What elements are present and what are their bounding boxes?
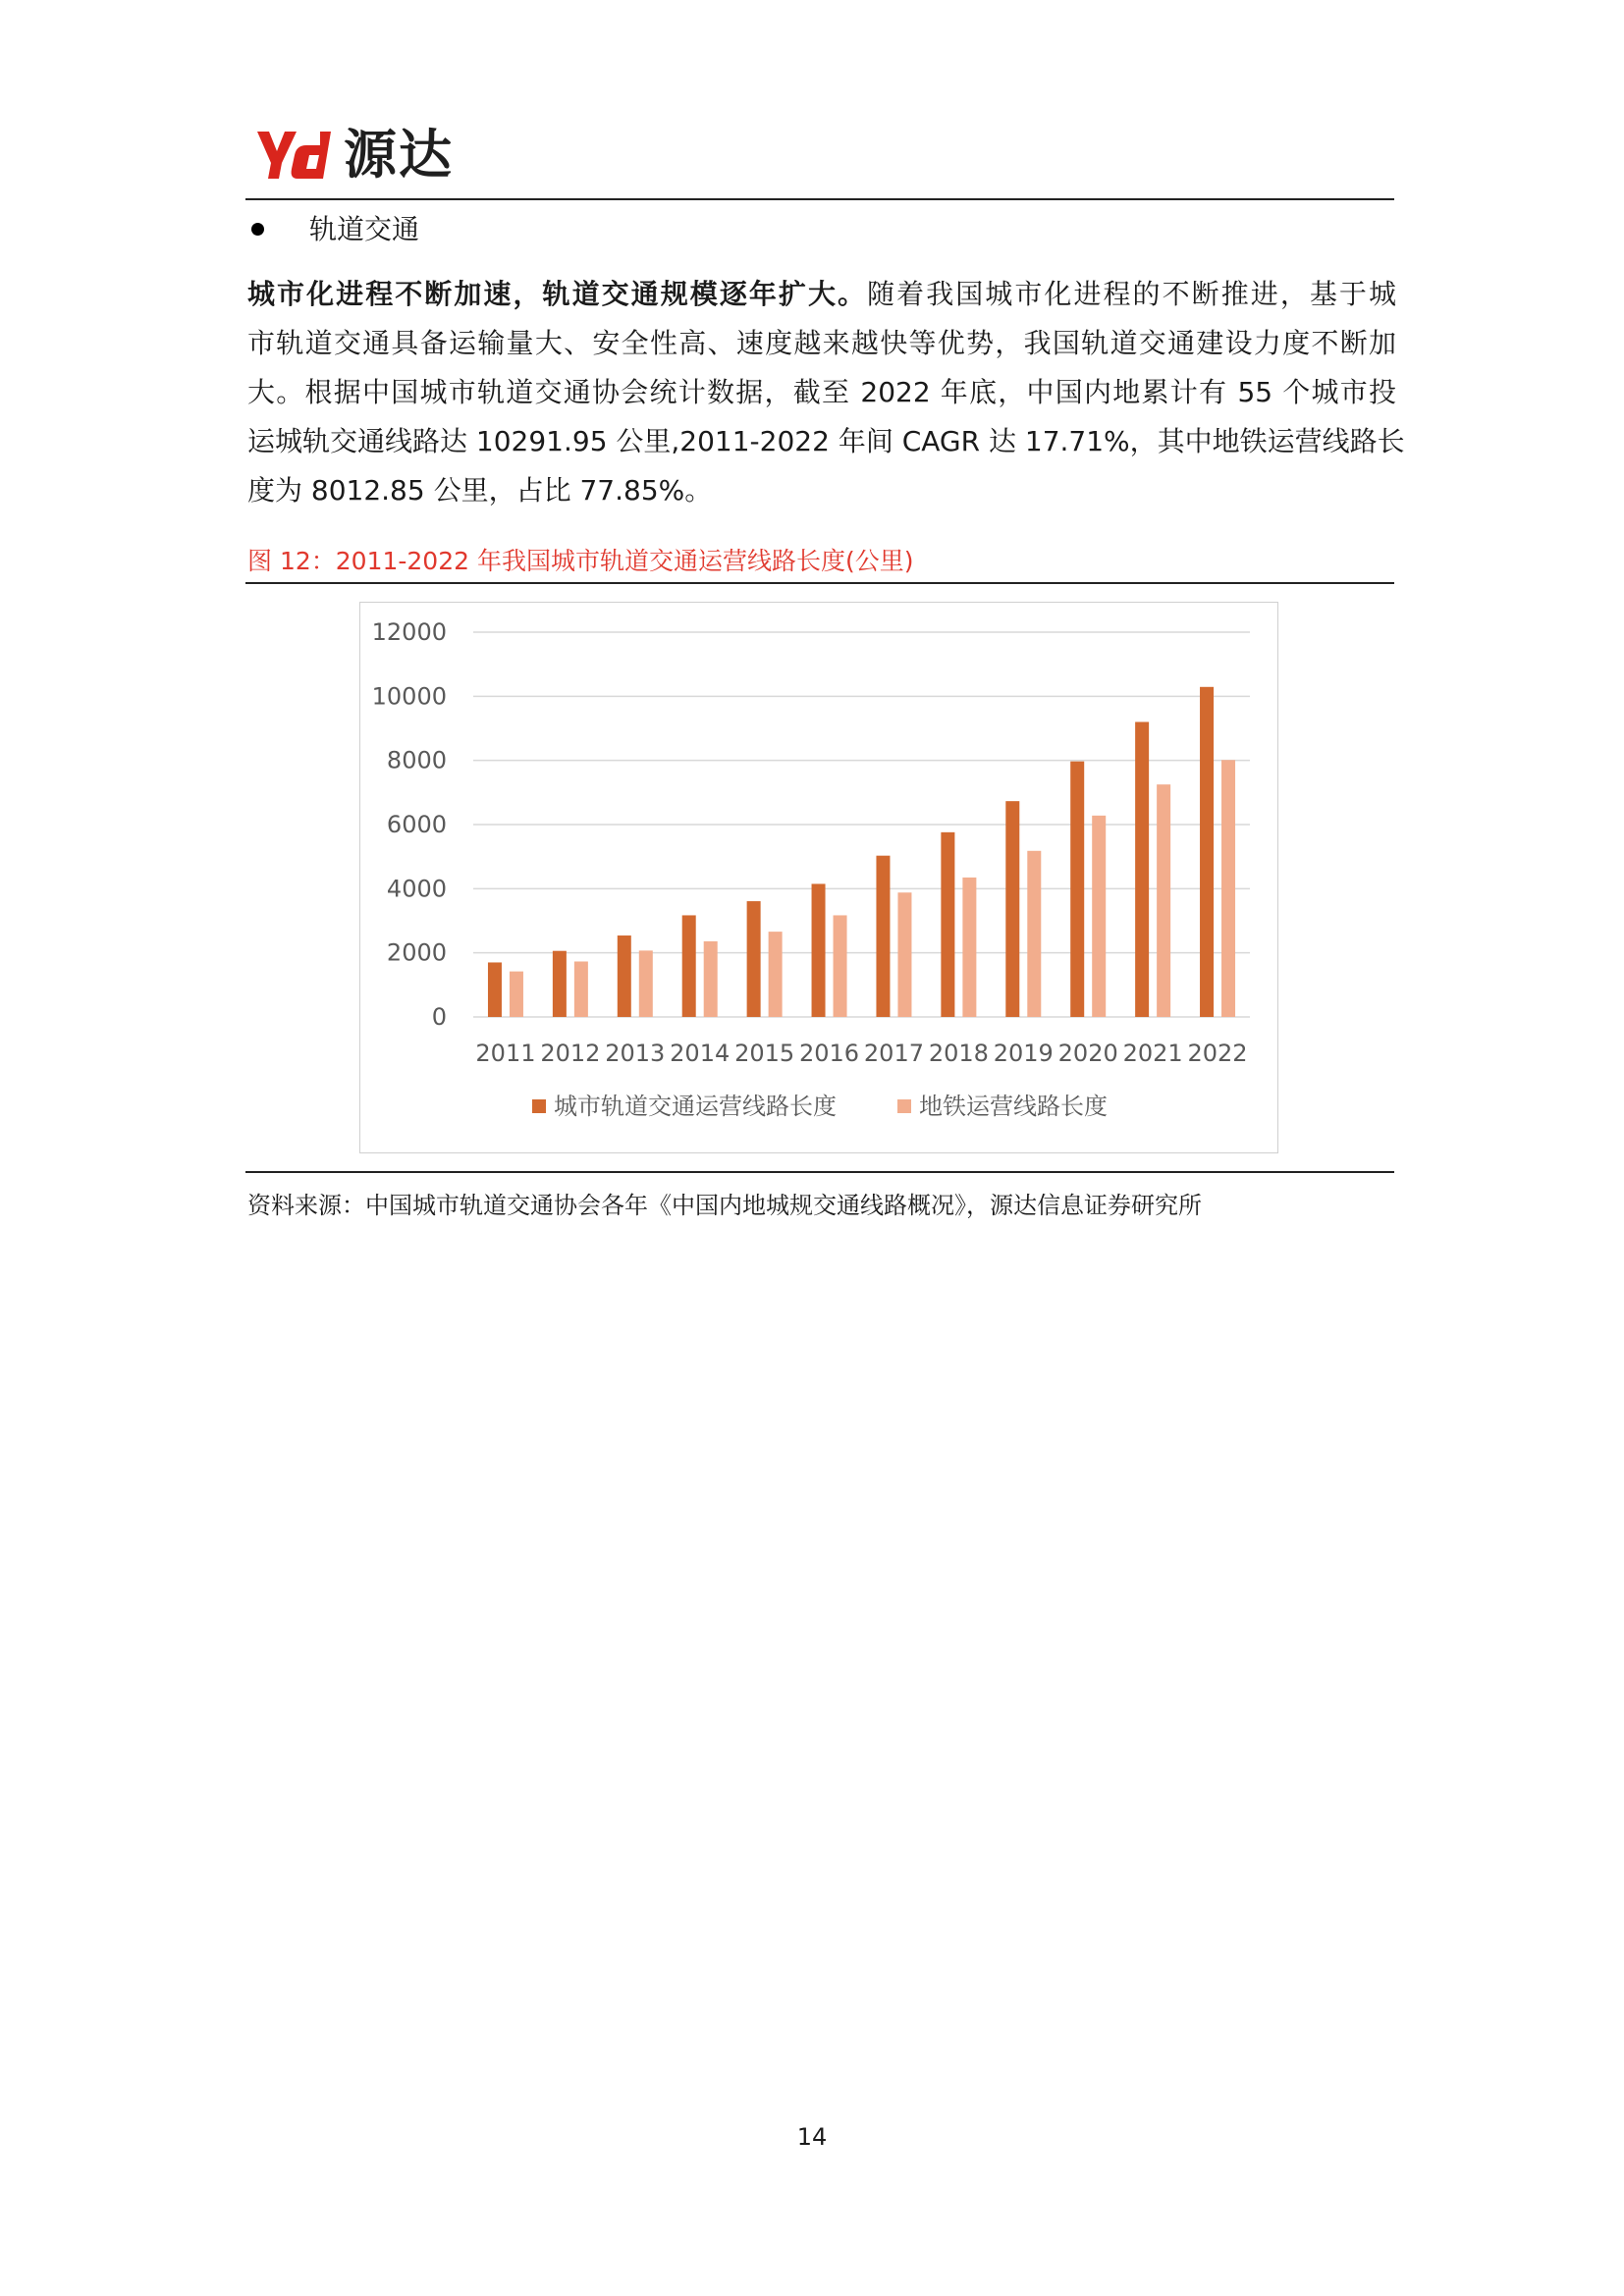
y-tick-label: 6000 — [386, 811, 447, 838]
paragraph-bold-lead: 城市化进程不断加速，轨道交通规模逐年扩大。 — [247, 278, 868, 310]
x-tick-label: 2020 — [1057, 1040, 1118, 1067]
rail-transit-bar — [812, 883, 826, 1017]
y-tick-label: 12000 — [371, 618, 447, 646]
rail-transit-bar — [1135, 721, 1149, 1017]
metro-bar — [769, 932, 783, 1017]
bar-chart-frame — [359, 602, 1278, 1153]
x-tick-label: 2015 — [734, 1040, 795, 1067]
header-divider — [245, 198, 1394, 200]
bullet-icon — [251, 223, 264, 236]
metro-bar — [1092, 816, 1106, 1017]
metro-bar — [1027, 851, 1041, 1017]
metro-bar — [1157, 784, 1170, 1017]
rail-transit-bar — [488, 962, 502, 1017]
x-tick-label: 2012 — [540, 1040, 601, 1067]
metro-bar — [704, 941, 718, 1017]
rail-transit-bar — [553, 951, 567, 1017]
paragraph-text: 运城轨交通线路达 10291.95 公里,2011-2022 年间 CAGR 达 17.71%，其中地铁运营线路长 — [247, 425, 1405, 457]
y-tick-label: 4000 — [386, 875, 447, 903]
x-tick-label: 2011 — [475, 1040, 536, 1067]
body-paragraph — [247, 270, 1405, 515]
metro-bar — [834, 915, 847, 1017]
metro-bar — [639, 950, 653, 1017]
rail-transit-bar — [618, 935, 631, 1017]
x-tick-label: 2013 — [605, 1040, 666, 1067]
x-tick-label: 2014 — [670, 1040, 731, 1067]
paragraph-line — [247, 368, 1396, 417]
rail-transit-bar — [941, 832, 954, 1017]
paragraph-text: 大。根据中国城市轨道交通协会统计数据，截至 2022 年底，中国内地累计有 55 个城市投 — [247, 376, 1396, 408]
company-logo — [257, 122, 493, 188]
paragraph-text: 随着我国城市化进程的不断推进，基于城 — [867, 278, 1396, 310]
x-tick-label: 2016 — [799, 1040, 860, 1067]
rail-transit-bar — [682, 915, 696, 1017]
section-heading: 轨道交通 — [309, 213, 420, 245]
figure-top-divider — [245, 582, 1394, 584]
rail-transit-bar — [1200, 687, 1214, 1017]
metro-bar — [897, 892, 911, 1017]
figure-title: 图 12：2011-2022 年我国城市轨道交通运营线路长度(公里) — [247, 547, 914, 575]
paragraph-text: 度为 8012.85 公里，占比 77.85%。 — [247, 474, 713, 507]
y-tick-label: 8000 — [386, 746, 447, 774]
paragraph-line — [247, 270, 1396, 319]
x-tick-label: 2022 — [1187, 1040, 1248, 1067]
legend-swatch — [897, 1099, 911, 1113]
paragraph-line — [247, 466, 1396, 515]
legend-label: 城市轨道交通运营线路长度 — [554, 1093, 837, 1120]
x-tick-label: 2019 — [993, 1040, 1054, 1067]
x-tick-label: 2018 — [928, 1040, 989, 1067]
page-number: 14 — [796, 2123, 828, 2151]
metro-bar — [962, 878, 976, 1017]
metro-bar — [510, 972, 523, 1017]
x-tick-label: 2021 — [1122, 1040, 1183, 1067]
figure-source: 资料来源：中国城市轨道交通协会各年《中国内地城规交通线路概况》，源达信息证券研究所 — [247, 1192, 1202, 1219]
rail-transit-bar — [1070, 762, 1084, 1017]
y-tick-label: 0 — [431, 1003, 447, 1031]
legend-swatch — [532, 1099, 546, 1113]
yd-logo-mark-icon — [257, 130, 338, 181]
y-tick-label: 10000 — [371, 682, 447, 711]
rail-transit-bar — [1005, 801, 1019, 1017]
metro-bar — [574, 961, 588, 1017]
logo-wordmark: 源达 — [344, 124, 454, 186]
paragraph-text: 市轨道交通具备运输量大、安全性高、速度越来越快等优势，我国轨道交通建设力度不断加 — [247, 327, 1396, 359]
rail-transit-bar — [876, 856, 890, 1017]
paragraph-line — [247, 417, 1405, 466]
y-tick-label: 2000 — [386, 938, 447, 967]
bar-chart — [360, 603, 1277, 1152]
x-tick-label: 2017 — [863, 1040, 924, 1067]
legend-label: 地铁运营线路长度 — [919, 1093, 1108, 1120]
rail-transit-bar — [747, 901, 761, 1017]
metro-bar — [1221, 760, 1235, 1017]
paragraph-line — [247, 319, 1396, 368]
figure-bottom-divider — [245, 1171, 1394, 1173]
